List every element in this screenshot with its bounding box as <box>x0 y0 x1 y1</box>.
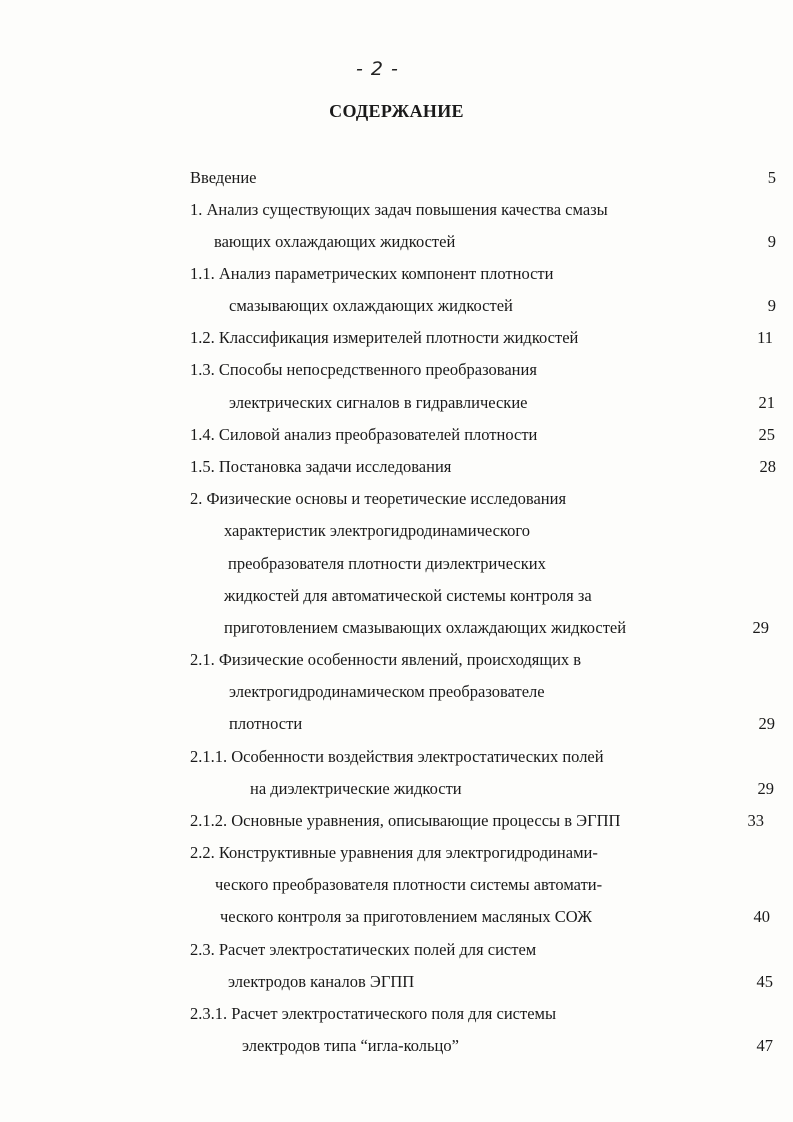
toc-page-number: 29 <box>757 779 774 798</box>
toc-page-number: 29 <box>758 714 775 733</box>
toc-line: 2.1.1. Особенности воздействия электростатических полей <box>190 747 604 766</box>
toc-line: 2.1. Физические особенности явлений, происходящих в <box>190 650 582 669</box>
toc-page-number: 29 <box>752 618 769 637</box>
toc-line: ческого контроля за приготовлением масляных СОЖ <box>220 907 592 926</box>
toc-line: характеристик электрогидродинамического <box>224 521 530 540</box>
toc-line: приготовлением смазывающих охлаждающих жидкостей <box>224 618 627 637</box>
toc-page-number: 47 <box>756 1036 773 1055</box>
toc-page-number: 5 <box>767 168 776 187</box>
toc-page-number: 21 <box>758 393 775 412</box>
toc-page-number: 9 <box>767 232 776 251</box>
page-number: - 2 - <box>356 58 399 80</box>
toc-page-number: 28 <box>759 457 776 476</box>
toc-line: ческого преобразователя плотности системы автомати- <box>215 875 603 894</box>
toc-line: 2.3.1. Расчет электростатического поля для системы <box>190 1004 557 1023</box>
toc-line: 2.2. Конструктивные уравнения для электрогидродинами- <box>190 843 598 862</box>
toc-page-number: 11 <box>757 328 773 347</box>
toc-line: электродов каналов ЭГПП <box>228 972 415 991</box>
toc-line: 1.1. Анализ параметрических компонент плотности <box>190 264 554 283</box>
toc-line: 2.1.2. Основные уравнения, описывающие процессы в ЭГПП <box>190 811 621 830</box>
page-title: СОДЕРЖАНИЕ <box>329 101 464 121</box>
toc-line: Введение <box>190 168 257 187</box>
toc-line: 1.2. Классификация измерителей плотности жидкостей <box>190 328 579 347</box>
toc-line: жидкостей для автоматической системы контроля за <box>224 586 592 605</box>
toc-line: вающих охлаждающих жидкостей <box>214 232 456 251</box>
toc-line: на диэлектрические жидкости <box>250 779 462 798</box>
toc-page-number: 9 <box>767 296 776 315</box>
toc-line: 1. Анализ существующих задач повышения качества смазы <box>190 200 608 219</box>
toc-page-number: 45 <box>756 972 773 991</box>
toc-line: смазывающих охлаждающих жидкостей <box>229 296 513 315</box>
toc-line: 2.3. Расчет электростатических полей для систем <box>190 940 537 959</box>
toc-line: 2. Физические основы и теоретические исследования <box>190 489 567 508</box>
toc-line: 1.3. Способы непосредственного преобразования <box>190 360 537 379</box>
toc-line: электрических сигналов в гидравлические <box>229 393 528 412</box>
toc-line: преобразователя плотности диэлектрических <box>228 554 546 573</box>
toc-line: электродов типа “игла-кольцо” <box>242 1036 459 1055</box>
toc-line: электрогидродинамическом преобразователе <box>229 682 545 701</box>
toc-page-number: 25 <box>758 425 775 444</box>
toc-line: 1.4. Силовой анализ преобразователей плотности <box>190 425 538 444</box>
toc-page-number: 33 <box>747 811 764 830</box>
toc-line: 1.5. Постановка задачи исследования <box>190 457 452 476</box>
toc-line: плотности <box>229 714 303 733</box>
toc-page-number: 40 <box>753 907 770 926</box>
